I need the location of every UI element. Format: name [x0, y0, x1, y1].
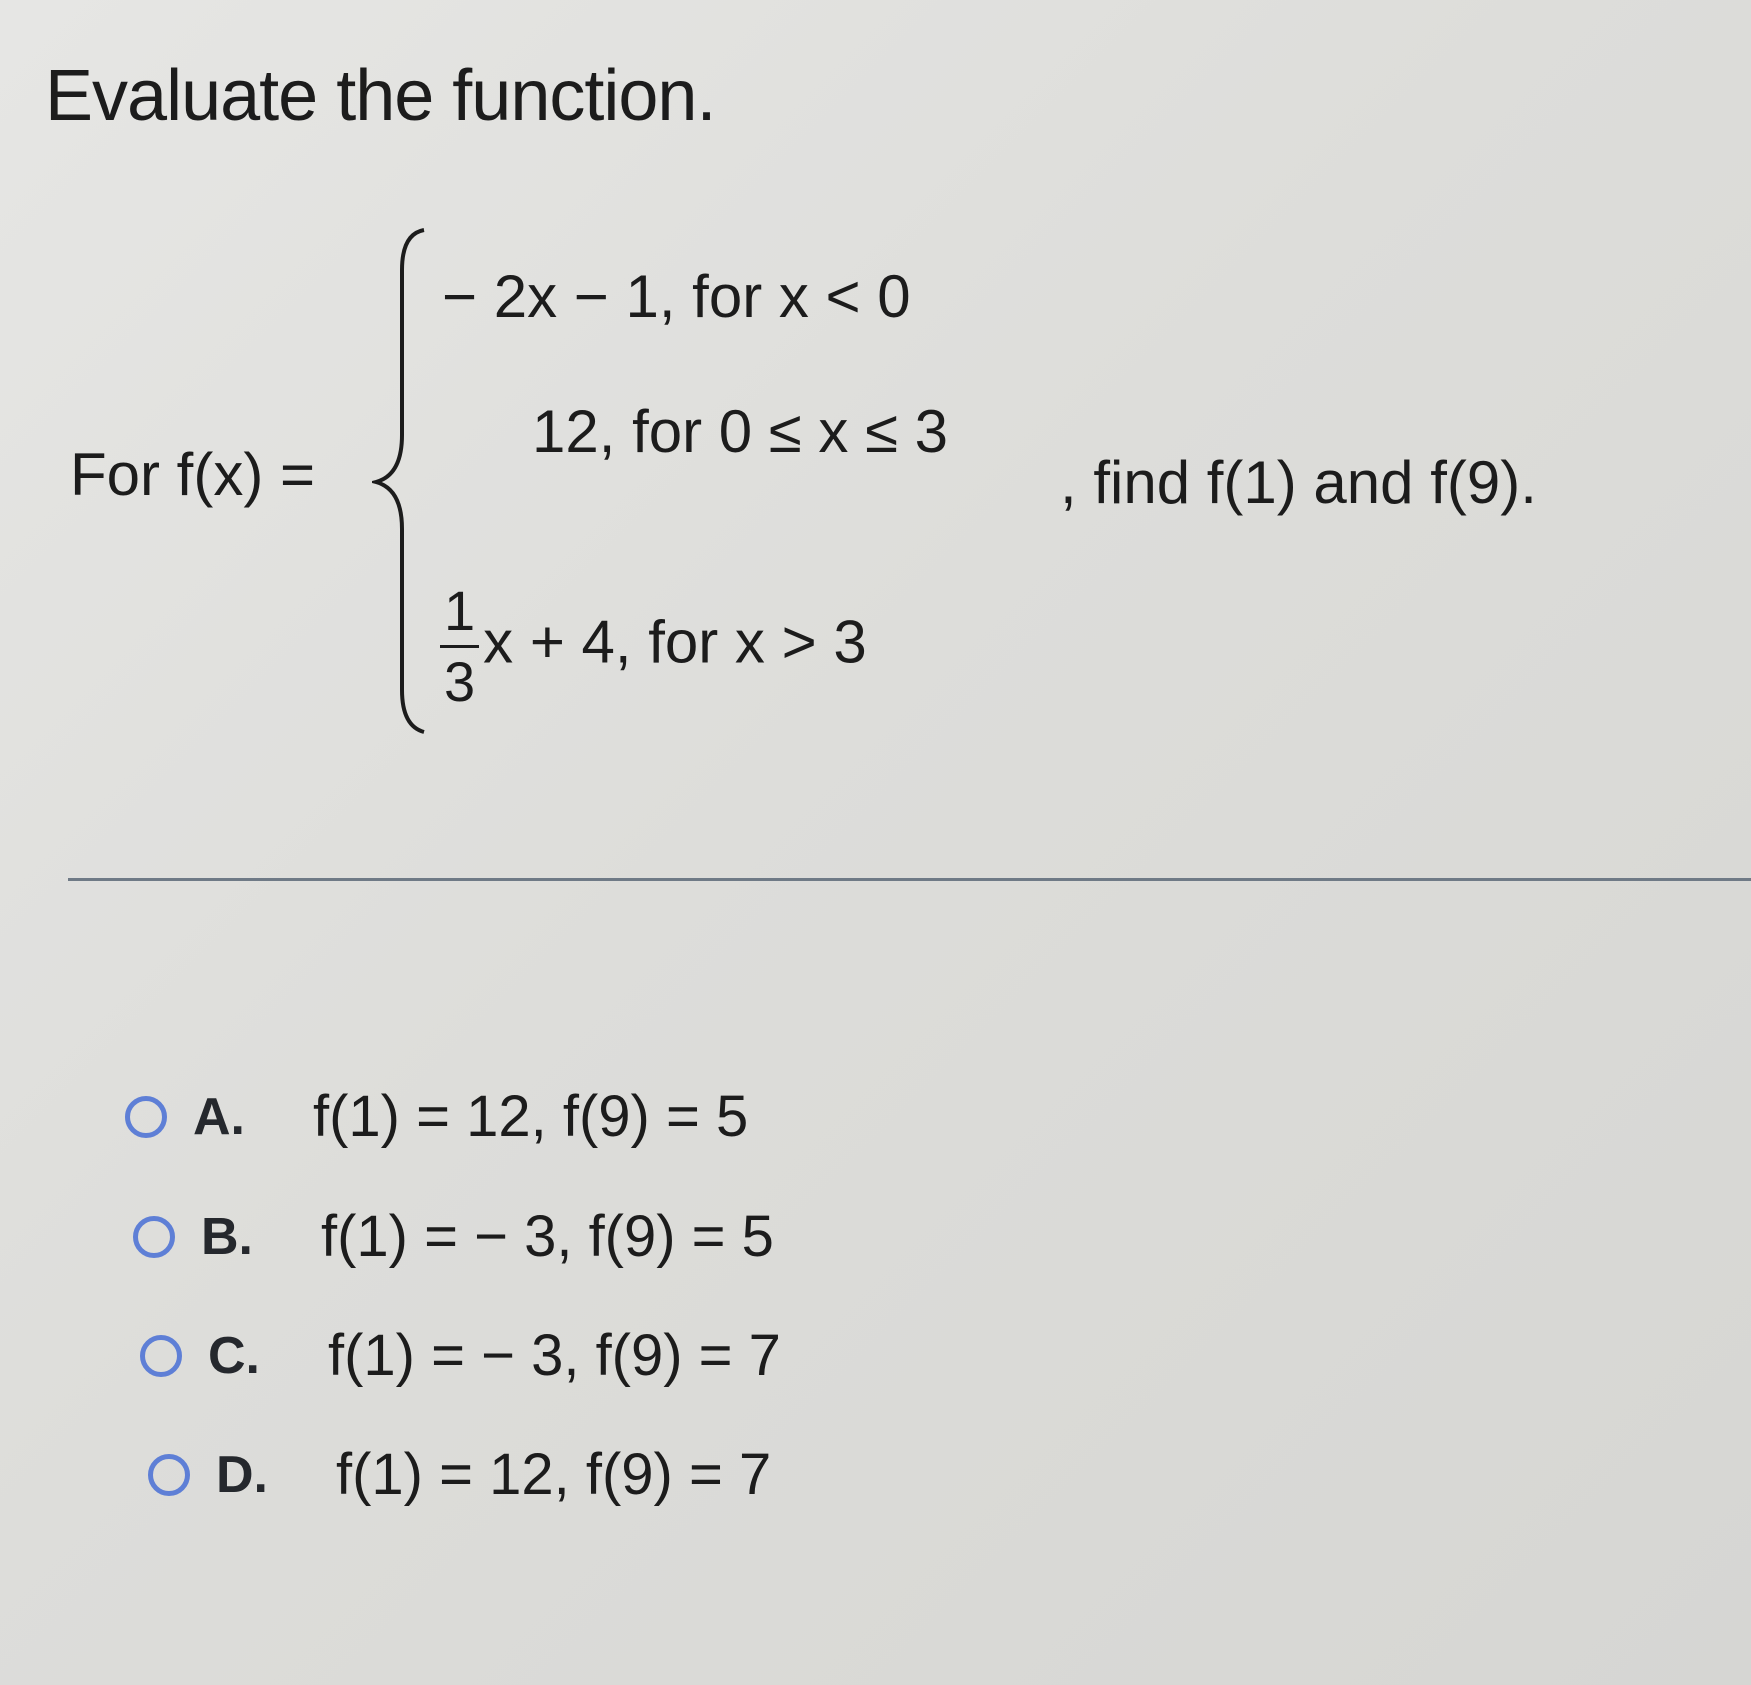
- prompt-suffix: , find f(1) and f(9).: [1060, 449, 1537, 516]
- option-c[interactable]: [140, 1322, 781, 1389]
- option-letter: C.: [208, 1326, 260, 1385]
- option-d[interactable]: [148, 1441, 771, 1508]
- case-3: [440, 579, 867, 713]
- option-text: f(1) = 12, f(9) = 5: [313, 1084, 749, 1149]
- option-text: f(1) = − 3, f(9) = 5: [321, 1204, 774, 1269]
- radio-circle-icon[interactable]: [148, 1454, 190, 1496]
- option-text: f(1) = − 3, f(9) = 7: [328, 1323, 781, 1388]
- piecewise-brace: [372, 220, 432, 740]
- option-b[interactable]: [133, 1203, 774, 1270]
- case-2: 12, for 0 ≤ x ≤ 3: [532, 398, 949, 465]
- option-letter: A.: [193, 1087, 245, 1146]
- fraction-numerator: 1: [440, 583, 479, 648]
- option-letter: D.: [216, 1445, 268, 1504]
- case-3-expression: x + 4, for x > 3: [483, 608, 867, 676]
- question-title: Evaluate the function.: [45, 56, 716, 136]
- radio-circle-icon[interactable]: [133, 1216, 175, 1258]
- option-text: f(1) = 12, f(9) = 7: [336, 1442, 772, 1507]
- option-letter: B.: [201, 1207, 253, 1266]
- case-1: − 2x − 1, for x < 0: [442, 263, 911, 330]
- option-a[interactable]: [125, 1083, 748, 1150]
- fraction-denominator: 3: [444, 650, 476, 713]
- divider: [68, 878, 1751, 881]
- prompt-prefix: For f(x) =: [70, 441, 316, 508]
- radio-circle-icon[interactable]: [125, 1096, 167, 1138]
- fraction: [440, 579, 479, 713]
- radio-circle-icon[interactable]: [140, 1335, 182, 1377]
